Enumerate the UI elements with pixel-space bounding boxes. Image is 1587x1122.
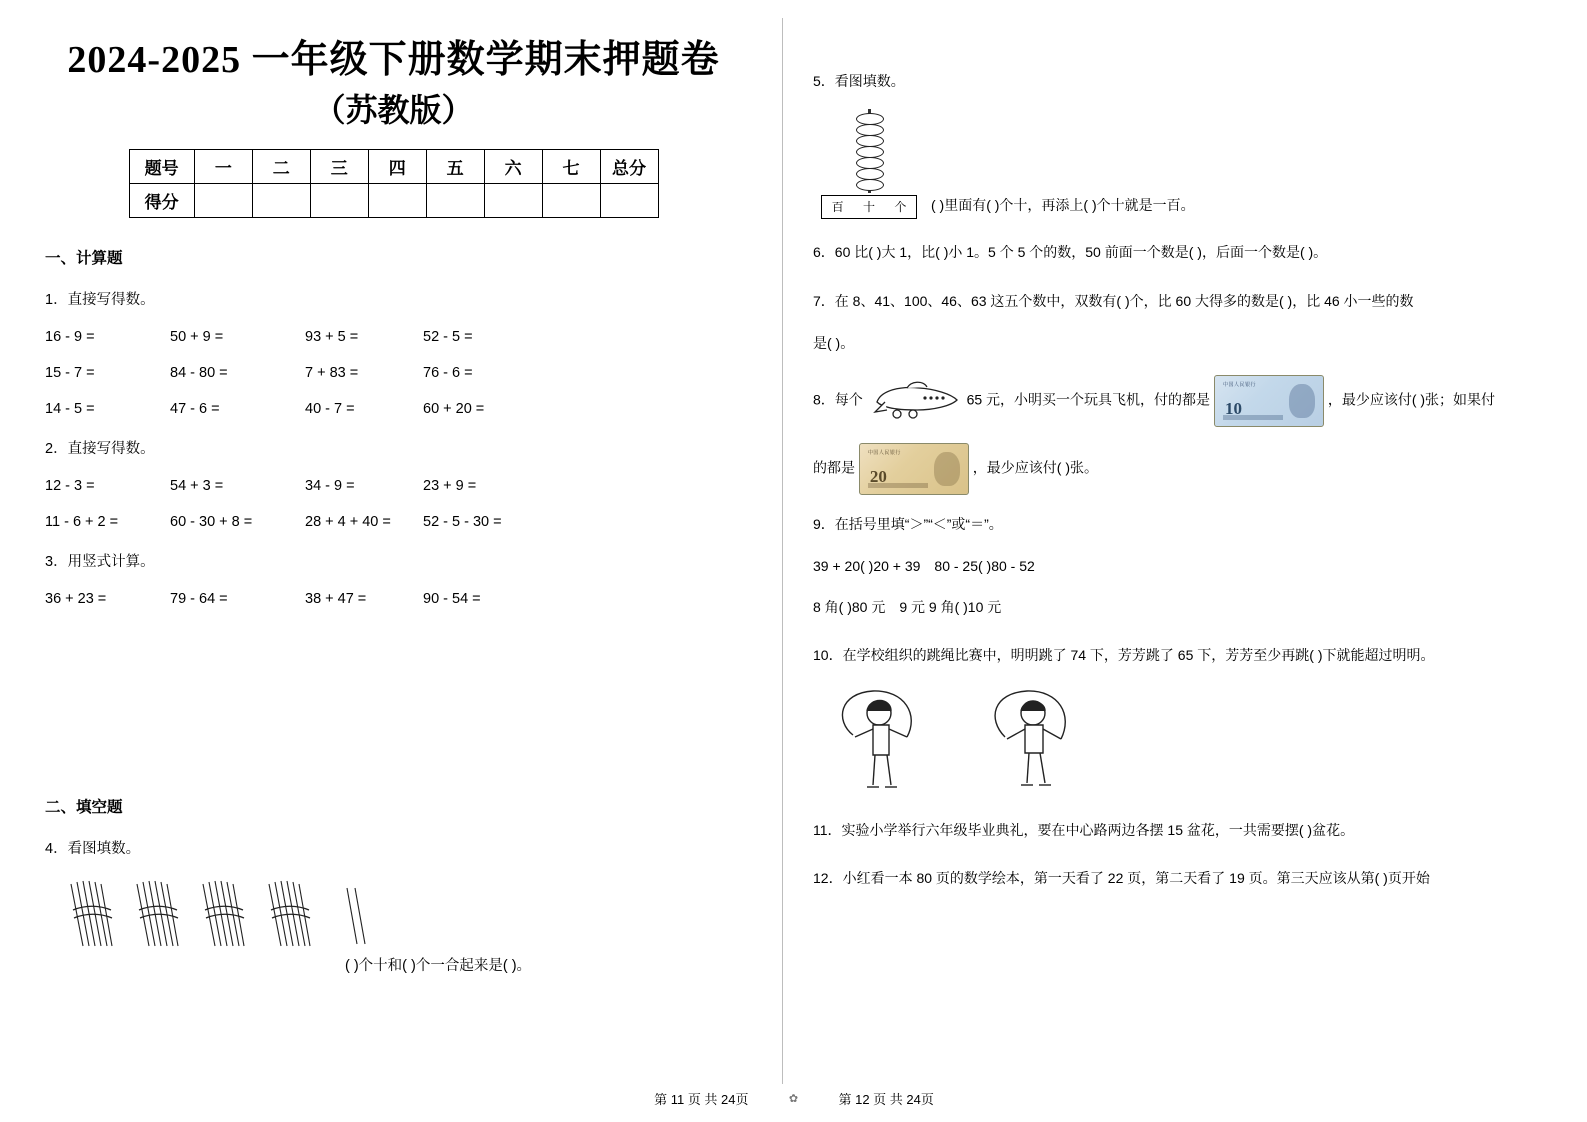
footer-right-page-number: 第 12 页 共 24页 [838,1092,934,1107]
section-heading-calculation: 一、计算题 [45,249,123,267]
expression: 84 - 80 = [170,364,228,381]
question-3-row-1 [45,591,742,607]
question-1-row-3 [45,401,742,417]
jump-rope-illustration [833,685,1542,797]
expression: 34 - 9 = [305,477,355,494]
expression: 11 - 6 + 2 = [45,513,119,530]
score-col-3: 三 [310,149,368,183]
score-col-2: 二 [252,149,310,183]
expression: 12 - 3 = [45,477,95,494]
expression: 54 + 3 = [170,477,224,494]
score-table-row-label: 题号 [129,149,194,183]
score-value-4[interactable] [368,183,426,217]
score-value-1[interactable] [194,183,252,217]
question-8-line-2[interactable] [813,443,1542,495]
score-col-5: 五 [426,149,484,183]
score-value-2[interactable] [252,183,310,217]
child-jumping-rope-icon [983,685,1093,797]
banknote-strip [868,483,928,488]
expression: 28 + 4 + 40 = [305,513,391,530]
expression: 90 - 54 = [423,590,481,607]
question-10[interactable]: 10．在学校组织的跳绳比赛中，明明跳了 74 下，芳芳跳了 65 下，芳芳至少再跳( )下就能超过明明。 [813,646,1435,663]
expression: 15 - 7 = [45,364,95,381]
page-subtitle: （苏教版） [313,91,474,128]
flower-icon: ✿ [788,1093,799,1105]
expression: 38 + 47 = [305,590,367,607]
score-table [129,149,659,218]
question-5-label: 5．看图填数。 [813,73,905,89]
question-11[interactable]: 11．实验小学举行六年级毕业典礼，要在中心路两边各摆 15 盆花，一共需要摆( )盆花。 [813,822,1355,839]
stick-bundle-icon [197,876,249,948]
question-8-text-4: 的都是 [813,459,855,476]
left-column [0,0,782,1122]
expression: 23 + 9 = [423,477,477,494]
score-col-6: 六 [484,149,542,183]
question-7-line-2[interactable]: 是( )。 [813,334,855,351]
abacus-icon [821,109,917,219]
score-col-total: 总分 [600,149,658,183]
expression: 40 - 7 = [305,400,355,417]
expression: 52 - 5 = [423,328,473,345]
right-column [783,0,1587,1122]
stick-bundle-icon [65,876,117,948]
question-4-label: 4．看图填数。 [45,840,141,857]
expression: 7 + 83 = [305,364,359,381]
question-8-text-5: ，最少应该付( )张。 [972,459,1098,476]
question-9-label: 9．在括号里填“＞”“＜”或“＝”。 [813,516,1003,533]
page-title: 2024-2025 一年级下册数学期末押题卷 [67,39,720,81]
banknote-10-top-text: 中国人民银行 [1222,382,1256,389]
expression: 14 - 5 = [45,400,95,417]
question-9-line-1[interactable]: 39 + 20( )20 + 39 80 - 25( )80 - 52 [813,557,1035,574]
abacus-label-tens: 十 [862,200,875,215]
question-5-answer-line[interactable]: ( )里面有( )个十，再添上( )个十就是一百。 [931,196,1195,213]
table-row-scores [129,183,658,217]
banknote-20-top-text: 中国人民银行 [867,450,901,457]
expression: 79 - 64 = [170,590,228,607]
question-1-row-1 [45,329,742,345]
abacus-rod-area [821,109,917,193]
page-footer [0,1089,1587,1108]
banknote-portrait [1289,384,1315,418]
expression: 47 - 6 = [170,400,220,417]
stick-bundle-icon [131,876,183,948]
score-col-1: 一 [194,149,252,183]
abacus-illustration [821,109,1542,219]
abacus-rod [868,109,871,193]
score-value-3[interactable] [310,183,368,217]
single-sticks-icon [339,882,373,948]
score-value-5[interactable] [426,183,484,217]
stick-bundle-icon [263,876,315,948]
question-12[interactable]: 12．小红看一本 80 页的数学绘本，第一天看了 22 页，第二天看了 19 页。第三天应该从第( )页开始 [813,869,1430,886]
banknote-20-denomination: 20 [869,467,887,487]
question-1-row-2 [45,365,742,381]
expression: 76 - 6 = [423,364,473,381]
banknote-10-denomination: 10 [1224,399,1242,419]
footer-left-page-number: 第 11 页 共 24页 [654,1092,749,1107]
expression: 60 - 30 + 8 = [170,513,253,530]
airplane-icon [867,378,963,424]
score-value-7[interactable] [542,183,600,217]
score-col-7: 七 [542,149,600,183]
question-8-text-1: 8．每个 [813,391,863,408]
sticks-illustration [65,872,742,948]
banknote-20-yuan [859,443,969,495]
question-8-line-1[interactable] [813,375,1542,427]
banknote-strip [1223,415,1283,420]
expression: 50 + 9 = [170,328,224,345]
expression: 52 - 5 - 30 = [423,513,502,530]
question-7-line-1[interactable]: 7．在 8、41、100、46、63 这五个数中，双数有( )个，比 60 大得多的数是( )，比 46 小一些的数 [813,293,1414,310]
score-value-6[interactable] [484,183,542,217]
table-row-header [129,149,658,183]
question-8-text-3: ，最少应该付( )张；如果付 [1327,391,1496,408]
question-2-row-2 [45,514,742,530]
expression: 16 - 9 = [45,328,95,345]
expression: 36 + 23 = [45,590,107,607]
abacus-label-hundreds: 百 [831,200,844,215]
child-jumping-rope-icon [833,685,943,797]
question-9-line-2[interactable]: 8 角( )80 元 9 元 9 角( )10 元 [813,599,1002,616]
banknote-10-yuan [1214,375,1324,427]
score-value-total[interactable] [600,183,658,217]
section-heading-fill-blank: 二、填空题 [45,798,123,816]
expression: 60 + 20 = [423,400,485,417]
question-1-label: 1．直接写得数。 [45,291,155,308]
score-col-4: 四 [368,149,426,183]
question-8-text-2: 65 元，小明买一个玩具飞机，付的都是 [966,391,1211,408]
abacus-base-labels [821,195,917,219]
question-3-label: 3．用竖式计算。 [45,553,155,570]
question-2-label: 2．直接写得数。 [45,440,155,457]
expression: 93 + 5 = [305,328,359,345]
question-6[interactable]: 6．60 比( )大 1，比( )小 1。5 个 5 个的数，50 前面一个数是( )，后面一个数是( )。 [813,243,1328,260]
question-4-answer-line[interactable]: ( )个十和( )个一合起来是( )。 [345,957,532,974]
banknote-portrait [934,452,960,486]
abacus-label-ones: 个 [894,200,907,215]
question-2-row-1 [45,478,742,494]
score-table-score-label: 得分 [129,183,194,217]
